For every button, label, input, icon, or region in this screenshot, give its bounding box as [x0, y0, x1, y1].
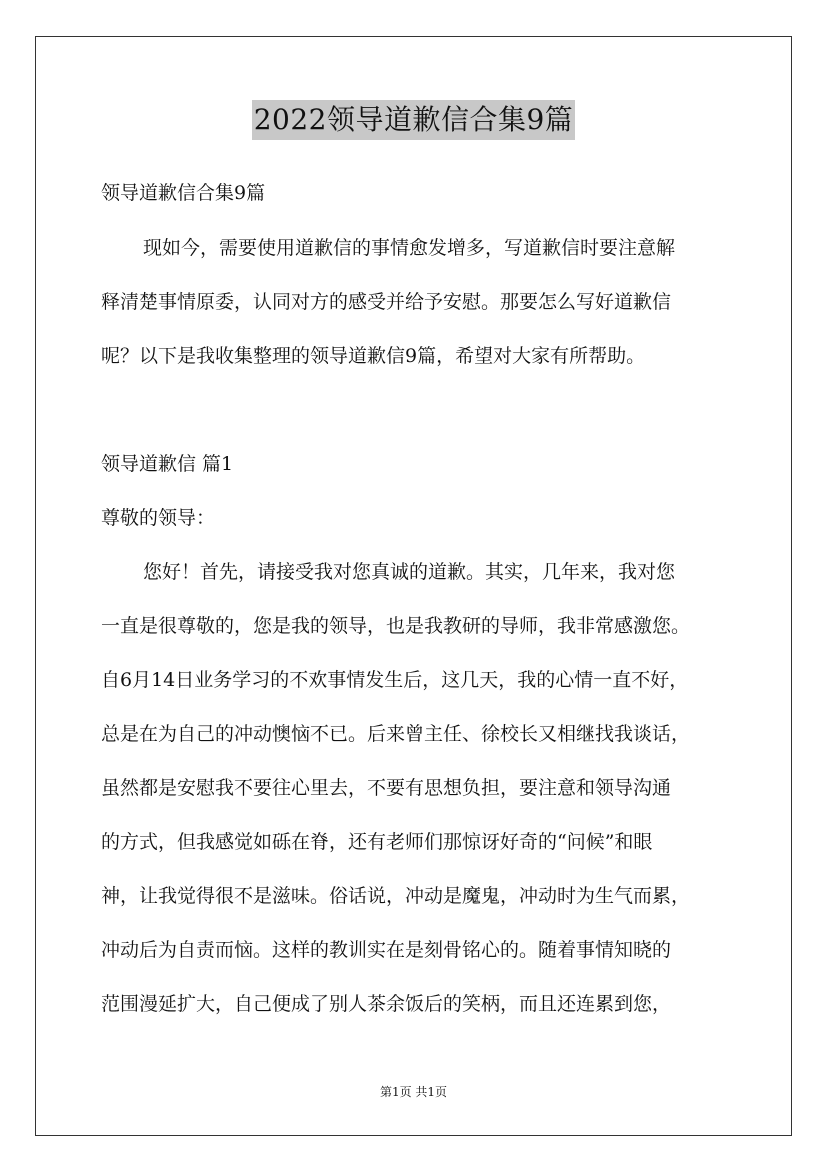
title-container — [0, 100, 827, 140]
body-line: 冲动后为自责而恼。这样的教训实在是刻骨铭心的。随着事情知晓的 — [101, 939, 672, 961]
body-line: 虽然都是安慰我不要往心里去，不要有思想负担，要注意和领导沟通 — [101, 777, 672, 799]
body-line: 范围漫延扩大，自己便成了别人茶余饭后的笑柄，而且还连累到您， — [101, 993, 672, 1015]
body-line: 您好！首先，请接受我对您真诚的道歉。其实，几年来，我对您 — [143, 561, 676, 583]
body-line: 自6月14日业务学习的不欢事情发生后，这几天，我的心情一直不好， — [101, 669, 689, 691]
body-line: 一直是很尊敬的，您是我的领导，也是我教研的导师，我非常感激您。 — [101, 615, 691, 637]
page-footer — [0, 1084, 827, 1100]
intro-line: 现如今，需要使用道歉信的事情愈发增多，写道歉信时要注意解 — [143, 237, 676, 259]
body-line: 神，让我觉得很不是滋味。俗话说，冲动是魔鬼，冲动时为生气而累， — [101, 885, 691, 907]
intro-line: 呢？以下是我收集整理的领导道歉信9篇，希望对大家有所帮助。 — [101, 345, 646, 367]
salutation: 尊敬的领导： — [101, 507, 216, 529]
document-subtitle: 领导道歉信合集9篇 — [101, 182, 266, 204]
document-title: 2022领导道歉信合集9篇 — [252, 100, 576, 140]
body-line: 的方式，但我感觉如砾在脊，还有老师们那惊讶好奇的“问候”和眼 — [101, 831, 653, 853]
section-heading: 领导道歉信 篇1 — [101, 453, 234, 475]
page-number-label: 第1页 共1页 — [379, 1085, 448, 1099]
body-line: 总是在为自己的冲动懊恼不已。后来曾主任、徐校长又相继找我谈话， — [101, 723, 691, 745]
intro-line: 释清楚事情原委，认同对方的感受并给予安慰。那要怎么写好道歉信 — [101, 291, 672, 313]
